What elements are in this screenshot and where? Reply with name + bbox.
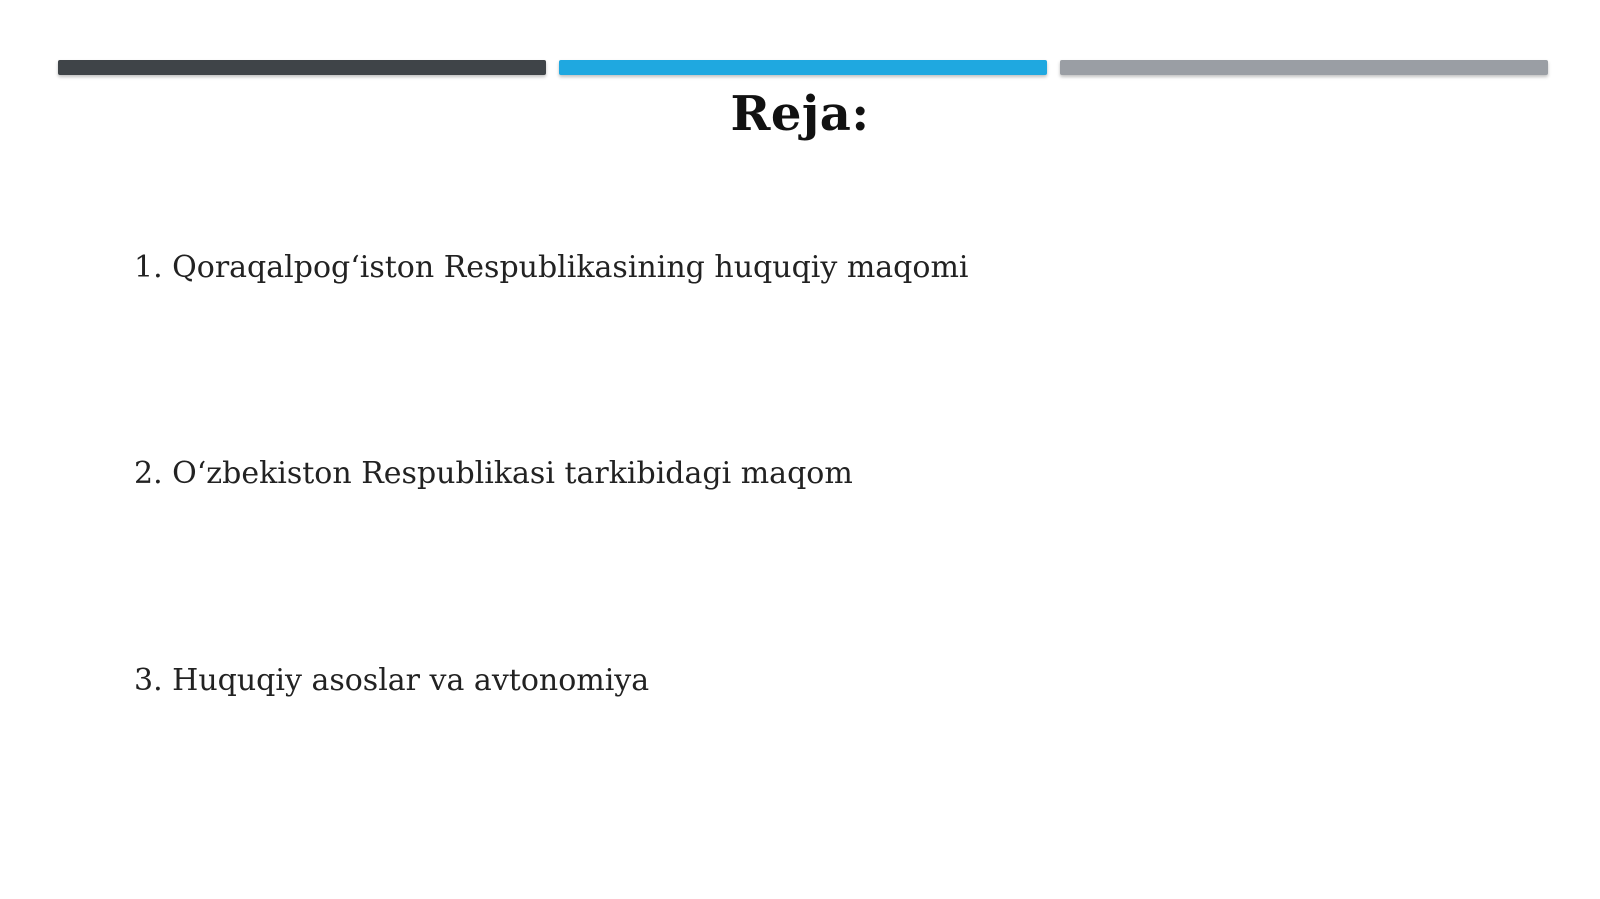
list-item-number: 2. xyxy=(134,456,163,491)
list-item-text: O‘zbekiston Respublikasi tarkibidagi maqom xyxy=(172,456,853,491)
slide-title: Reja: xyxy=(730,86,870,142)
accent-bar-dark xyxy=(58,60,546,75)
list-item xyxy=(134,250,969,285)
accent-bar-blue xyxy=(559,60,1047,75)
list-item-text: Qoraqalpog‘iston Respublikasining huquqiy maqomi xyxy=(172,250,969,285)
accent-bar-gray xyxy=(1060,60,1548,75)
list-item xyxy=(134,456,853,491)
list-item-text: Huquqiy asoslar va avtonomiya xyxy=(172,663,650,698)
list-item xyxy=(134,663,649,698)
list-item-number: 1. xyxy=(134,250,163,285)
header-accent-bars xyxy=(58,60,1548,75)
list-item-number: 3. xyxy=(134,663,163,698)
